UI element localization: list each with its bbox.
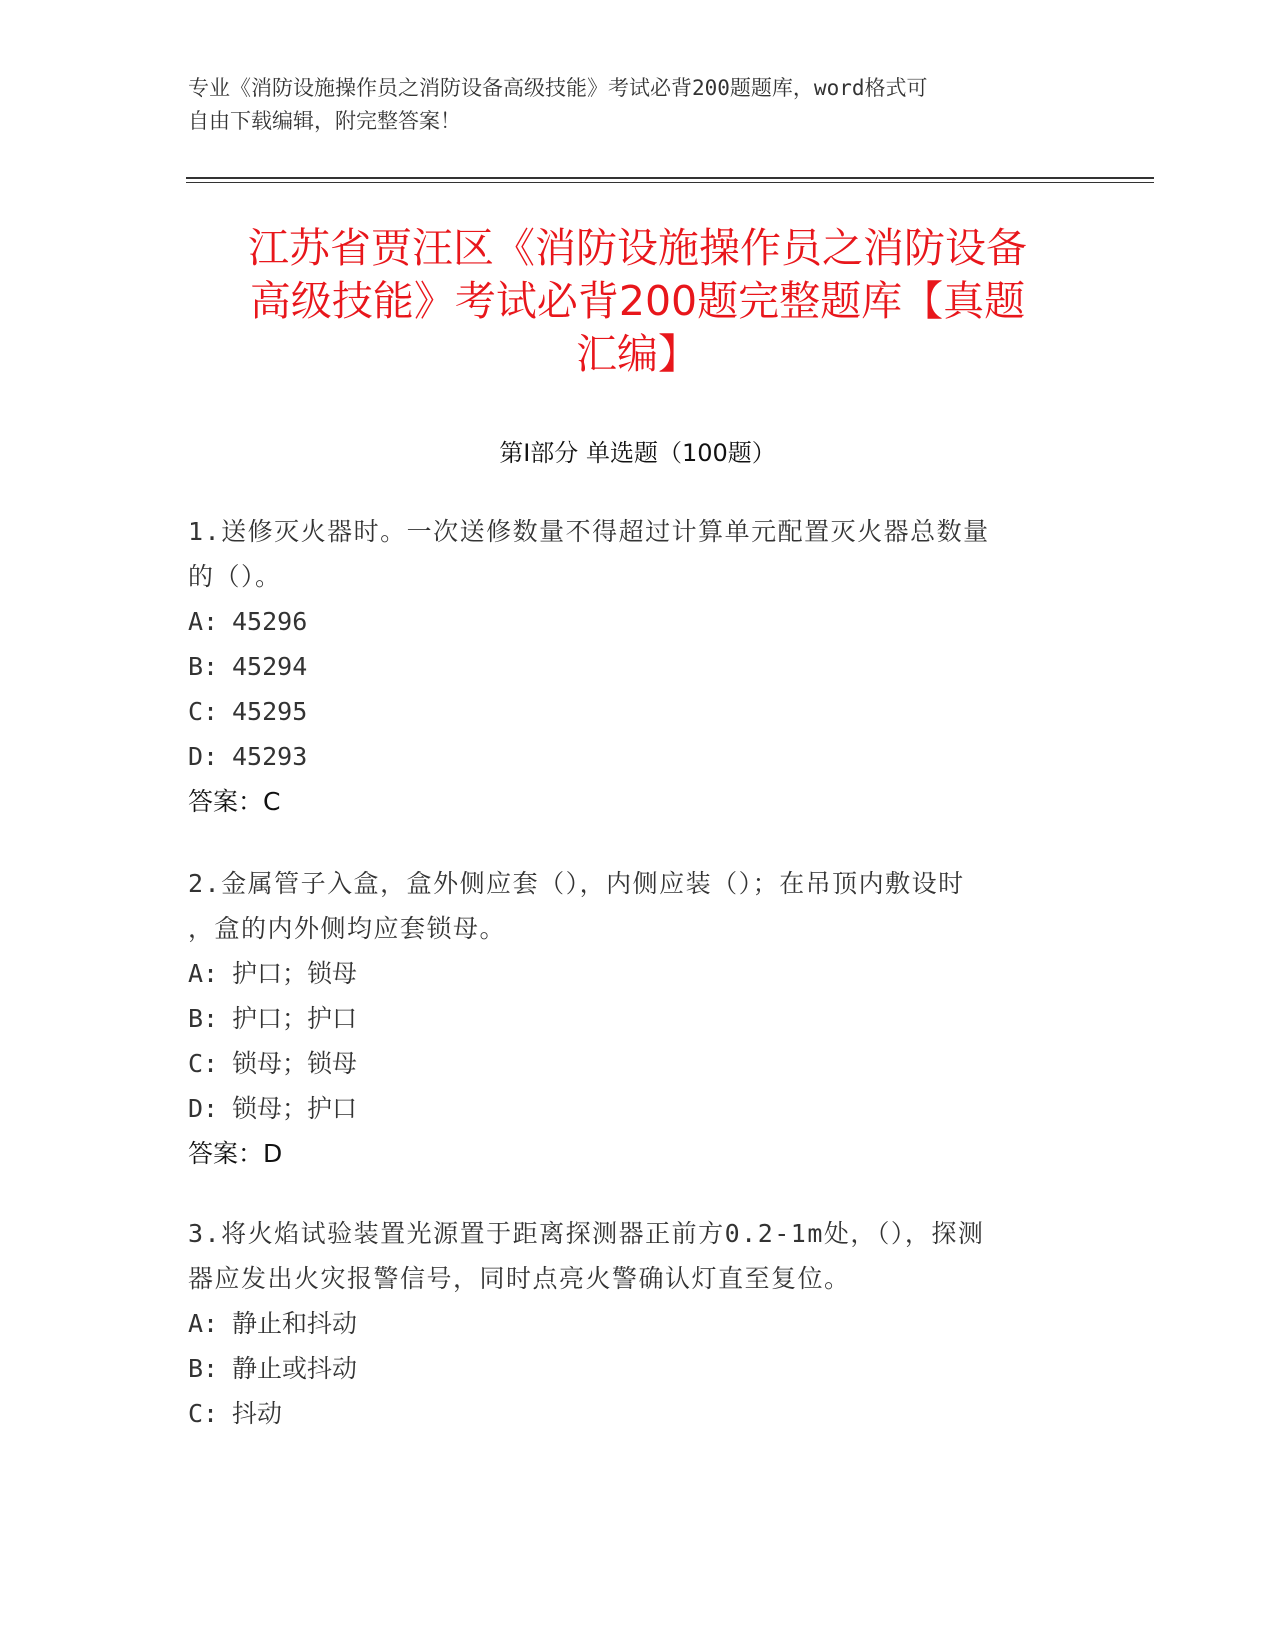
- header-note-line-2: 自由下载编辑，附完整答案！: [188, 109, 461, 133]
- header-note: [188, 72, 1088, 138]
- option-letter: C:: [188, 697, 219, 726]
- question-1: [188, 509, 1068, 824]
- option-text: 45293: [232, 742, 308, 771]
- option-text: 45294: [232, 652, 308, 681]
- question-stem-line-1: 2.金属管子入盒，盒外侧应套（），内侧应装（）；在吊顶内敷设时: [188, 869, 965, 898]
- option-c: [188, 1041, 1068, 1086]
- title-line-1: 江苏省贾汪区《消防设施操作员之消防设备: [248, 224, 1027, 272]
- option-letter: A:: [188, 607, 219, 636]
- option-b: [188, 1346, 1068, 1391]
- question-stem-line-2: 的（）。: [188, 562, 282, 591]
- option-text: 45295: [232, 697, 308, 726]
- option-text: 锁母；护口: [232, 1094, 358, 1123]
- option-letter: B:: [188, 652, 219, 681]
- document-title: [160, 222, 1115, 381]
- option-letter: A:: [188, 959, 219, 988]
- answer-line: 答案：C: [188, 787, 281, 816]
- answer-line: 答案：D: [188, 1139, 283, 1168]
- title-line-2: 高级技能》考试必背200题完整题库【真题: [249, 277, 1026, 325]
- question-2: [188, 861, 1068, 1176]
- option-c: [188, 1391, 1068, 1436]
- option-text: 锁母；锁母: [232, 1049, 358, 1078]
- option-text: 静止或抖动: [232, 1354, 358, 1383]
- option-d: [188, 734, 1068, 779]
- option-letter: D:: [188, 1094, 219, 1123]
- option-a: [188, 951, 1068, 996]
- option-a: [188, 599, 1068, 644]
- header-note-line-1: 专业《消防设施操作员之消防设备高级技能》考试必背200题题库，word格式可: [188, 76, 928, 100]
- title-line-3: 汇编】: [576, 330, 699, 378]
- option-text: 静止和抖动: [232, 1309, 358, 1338]
- question-stem: [188, 861, 1068, 951]
- option-text: 抖动: [232, 1399, 283, 1428]
- question-stem-line-2: ，盒的内外侧均应套锁母。: [188, 914, 507, 943]
- option-letter: C:: [188, 1049, 219, 1078]
- option-b: [188, 644, 1068, 689]
- option-d: [188, 1086, 1068, 1131]
- option-a: [188, 1301, 1068, 1346]
- option-text: 护口；锁母: [232, 959, 358, 988]
- option-b: [188, 996, 1068, 1041]
- option-c: [188, 689, 1068, 734]
- header-divider-thick: [186, 177, 1154, 179]
- option-letter: C:: [188, 1399, 219, 1428]
- question-3: [188, 1211, 1068, 1436]
- option-text: 护口；护口: [232, 1004, 358, 1033]
- question-stem-line-2: 器应发出火灾报警信号，同时点亮火警确认灯直至复位。: [188, 1264, 851, 1293]
- option-letter: A:: [188, 1309, 219, 1338]
- header-divider-thin: [186, 182, 1154, 183]
- question-stem: [188, 509, 1068, 599]
- option-letter: B:: [188, 1354, 219, 1383]
- option-letter: D:: [188, 742, 219, 771]
- question-stem-line-1: 3.将火焰试验装置光源置于距离探测器正前方0.2-1m处，（），探测: [188, 1219, 985, 1248]
- section-heading: 第I部分 单选题（100题）: [499, 439, 776, 467]
- question-stem: [188, 1211, 1068, 1301]
- question-stem-line-1: 1.送修灭火器时。一次送修数量不得超过计算单元配置灭火器总数量: [188, 517, 990, 546]
- option-text: 45296: [232, 607, 308, 636]
- option-letter: B:: [188, 1004, 219, 1033]
